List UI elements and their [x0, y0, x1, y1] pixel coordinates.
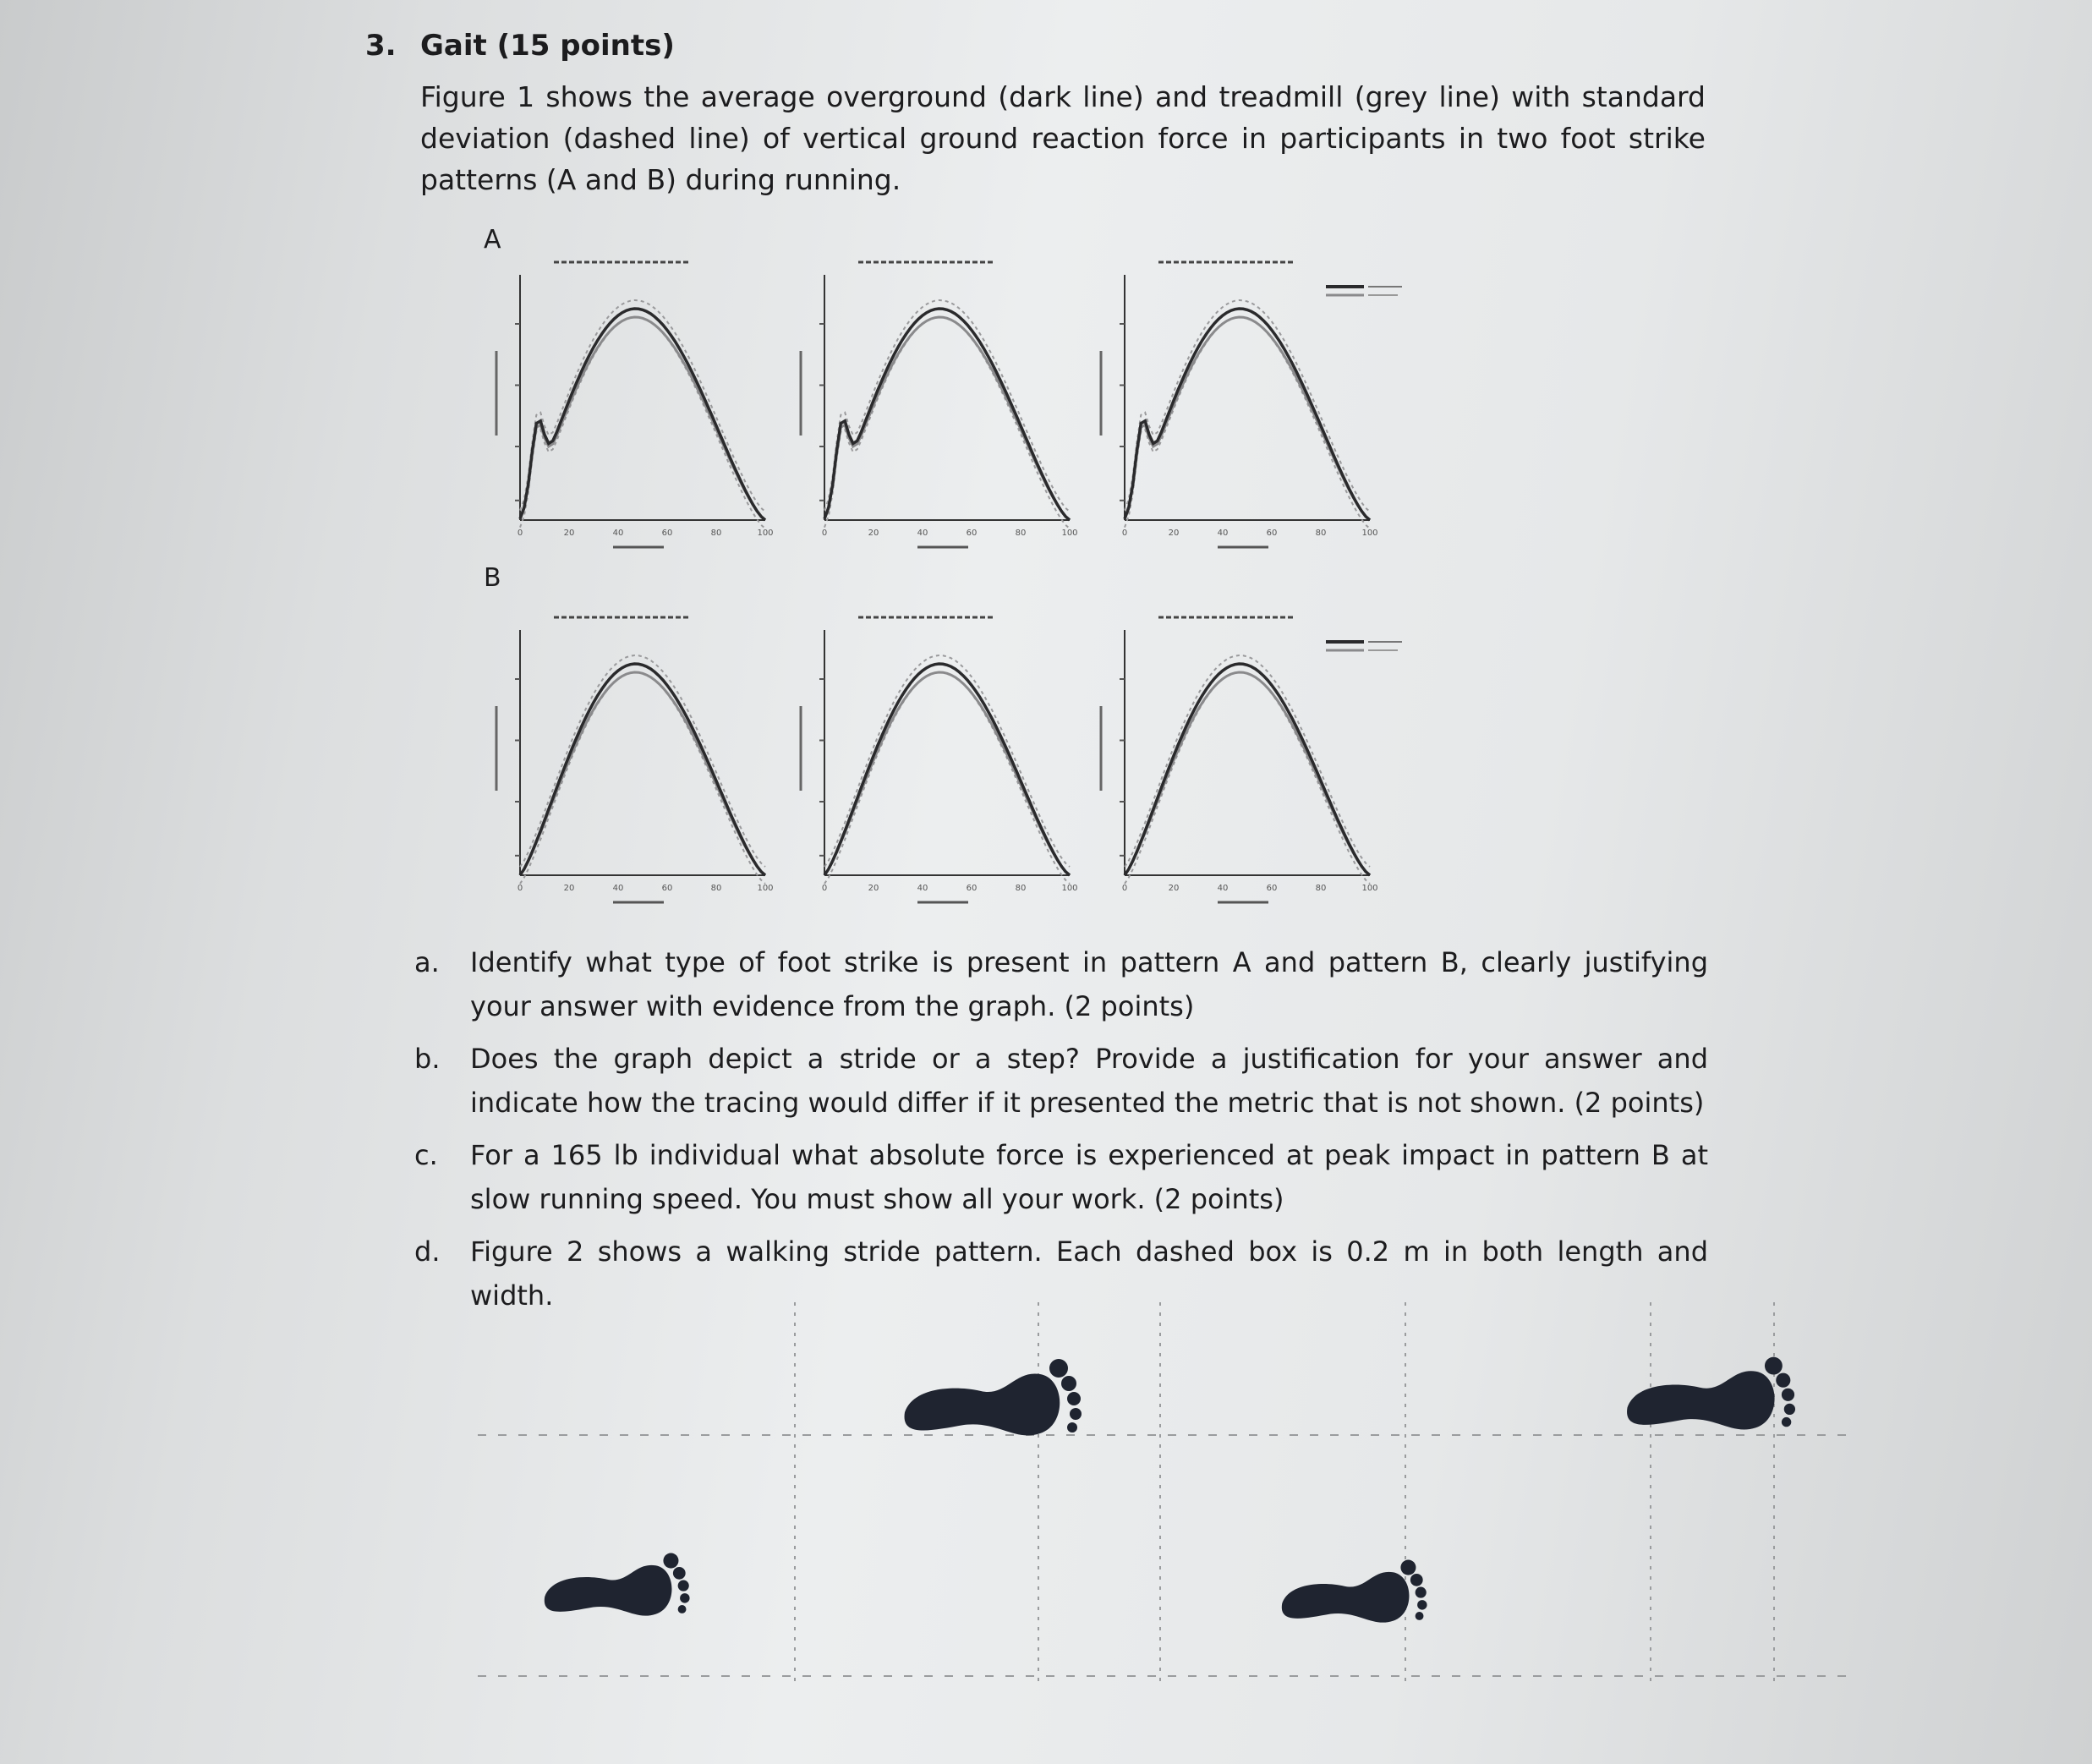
footprint-toe: [1416, 1587, 1427, 1598]
sd-lower-line: [1125, 317, 1370, 529]
treadmill-line: [824, 317, 1070, 520]
grf-panel-a-2: [801, 262, 1078, 547]
x-tick-label: 60: [661, 529, 673, 538]
footprint-toe: [1070, 1408, 1082, 1420]
x-tick-label: 60: [661, 884, 673, 893]
sd-upper-line: [824, 655, 1070, 867]
x-tick-label: 80: [710, 529, 722, 538]
footprint-toe: [1782, 1417, 1791, 1427]
grf-panel-b-3: [1101, 617, 1402, 902]
footprint-toe: [1776, 1373, 1790, 1388]
subquestion-text: For a 165 lb individual what absolute force is experienced at peak impact in pattern B at slow running speed. You must show all your work. (2 points): [470, 1139, 1708, 1215]
footprint-toe: [1417, 1600, 1427, 1609]
question-intro: Figure 1 shows the average overground (dark line) and treadmill (grey line) with standard deviation (dashed line) of vertical ground reaction force in participants in two foot strike patterns (A and B) during running.: [420, 80, 1706, 196]
subquestion-text: Identify what type of foot strike is present in pattern A and pattern B, clearly justifying your answer with evidence from the graph. (2 points): [470, 946, 1708, 1022]
overground-line: [520, 664, 765, 875]
subquestion-text: Does the graph depict a stride or a step? Provide a justification for your answer and indicate how the tracing would differ if it presented the metric that is not shown. (2 points): [470, 1043, 1708, 1119]
grf-panel-a-3: [1101, 262, 1402, 547]
x-tick-label: 100: [1061, 529, 1078, 538]
footprint-right-1: [905, 1359, 1082, 1435]
x-tick-label: 0: [821, 529, 828, 538]
x-tick-label: 20: [563, 884, 575, 893]
footprint-toe: [1067, 1422, 1077, 1433]
sd-upper-line: [520, 655, 765, 867]
panel-label-a: A: [484, 225, 501, 255]
overground-line: [1125, 664, 1370, 875]
x-tick-label: 100: [1061, 884, 1078, 893]
x-tick-label: 0: [1121, 529, 1128, 538]
subquestion-label: b.: [414, 1043, 441, 1075]
overground-line: [824, 309, 1070, 520]
x-tick-label: 100: [1361, 884, 1378, 893]
sd-upper-line: [824, 300, 1070, 512]
sd-upper-line: [1125, 300, 1370, 512]
x-tick-label: 100: [757, 529, 774, 538]
overground-line: [824, 664, 1070, 875]
sd-lower-line: [520, 317, 765, 529]
x-tick-label: 60: [1266, 529, 1278, 538]
x-tick-label: 20: [1168, 884, 1180, 893]
x-tick-label: 100: [1361, 529, 1378, 538]
subquestion-label: a.: [414, 946, 440, 978]
x-tick-label: 20: [868, 529, 879, 538]
footprint-sole: [1282, 1572, 1410, 1623]
subquestion-list: [414, 940, 1708, 1326]
footprint-toe: [678, 1580, 689, 1591]
subquestion-label: d.: [414, 1235, 441, 1268]
footprint-toe: [1765, 1357, 1783, 1375]
x-tick-label: 80: [710, 884, 722, 893]
footprint-toe: [680, 1593, 689, 1602]
treadmill-line: [1125, 672, 1370, 875]
panel-label-b: B: [484, 563, 501, 593]
grf-panel-b-1: [496, 617, 774, 902]
footprint-toe: [1061, 1376, 1076, 1391]
x-tick-label: 80: [1015, 529, 1027, 538]
x-tick-label: 0: [517, 529, 523, 538]
x-tick-label: 80: [1315, 529, 1327, 538]
x-tick-label: 60: [1266, 884, 1278, 893]
question-title: Gait (15 points): [420, 29, 675, 63]
sd-upper-line: [1125, 655, 1370, 867]
x-tick-label: 40: [1217, 529, 1229, 538]
footprint-toe: [1782, 1389, 1794, 1401]
x-tick-label: 0: [821, 884, 828, 893]
x-tick-label: 40: [917, 884, 928, 893]
footprint-right-2: [1627, 1357, 1795, 1430]
footprint-left-1: [545, 1553, 690, 1616]
treadmill-line: [520, 672, 765, 875]
treadmill-line: [824, 672, 1070, 875]
x-tick-label: 80: [1315, 884, 1327, 893]
x-tick-label: 0: [517, 884, 523, 893]
grf-panel-b-2: [801, 617, 1078, 902]
subquestion-b: [414, 1037, 1708, 1125]
footprint-toe: [1410, 1574, 1423, 1586]
sd-upper-line: [520, 300, 765, 512]
subquestion-a: [414, 940, 1708, 1028]
footprint-toe: [673, 1567, 686, 1580]
x-tick-label: 40: [917, 529, 928, 538]
footprint-sole: [1627, 1371, 1775, 1429]
x-tick-label: 20: [563, 529, 575, 538]
subquestion-c: [414, 1133, 1708, 1221]
footprint-toe: [1067, 1392, 1081, 1405]
subquestion-label: c.: [414, 1139, 438, 1171]
footprint-toe: [1784, 1404, 1795, 1415]
x-tick-label: 60: [966, 529, 978, 538]
x-tick-label: 40: [612, 884, 624, 893]
subquestion-text: Figure 2 shows a walking stride pattern. Each dashed box is 0.2 m in both length and width.: [470, 1235, 1708, 1312]
figure-2-stride-pattern: [0, 1285, 2092, 1764]
footprint-left-2: [1282, 1560, 1427, 1623]
overground-line: [1125, 309, 1370, 520]
x-tick-label: 0: [1121, 884, 1128, 893]
x-tick-label: 60: [966, 884, 978, 893]
treadmill-line: [1125, 317, 1370, 520]
x-tick-label: 80: [1015, 884, 1027, 893]
footprint-toe: [678, 1605, 687, 1613]
footprint-toe: [1049, 1359, 1068, 1378]
x-tick-label: 20: [868, 884, 879, 893]
footprint-sole: [905, 1373, 1060, 1435]
sd-lower-line: [824, 317, 1070, 529]
treadmill-line: [520, 317, 765, 520]
footprint-toe: [1400, 1560, 1416, 1575]
grf-panel-a-1: [496, 262, 774, 547]
footprint-sole: [545, 1565, 672, 1616]
x-tick-label: 40: [1217, 884, 1229, 893]
overground-line: [520, 309, 765, 520]
footprint-toe: [663, 1553, 678, 1569]
footprint-toe: [1416, 1612, 1424, 1620]
x-tick-label: 40: [612, 529, 624, 538]
x-tick-label: 100: [757, 884, 774, 893]
question-number: 3.: [365, 29, 397, 63]
x-tick-label: 20: [1168, 529, 1180, 538]
